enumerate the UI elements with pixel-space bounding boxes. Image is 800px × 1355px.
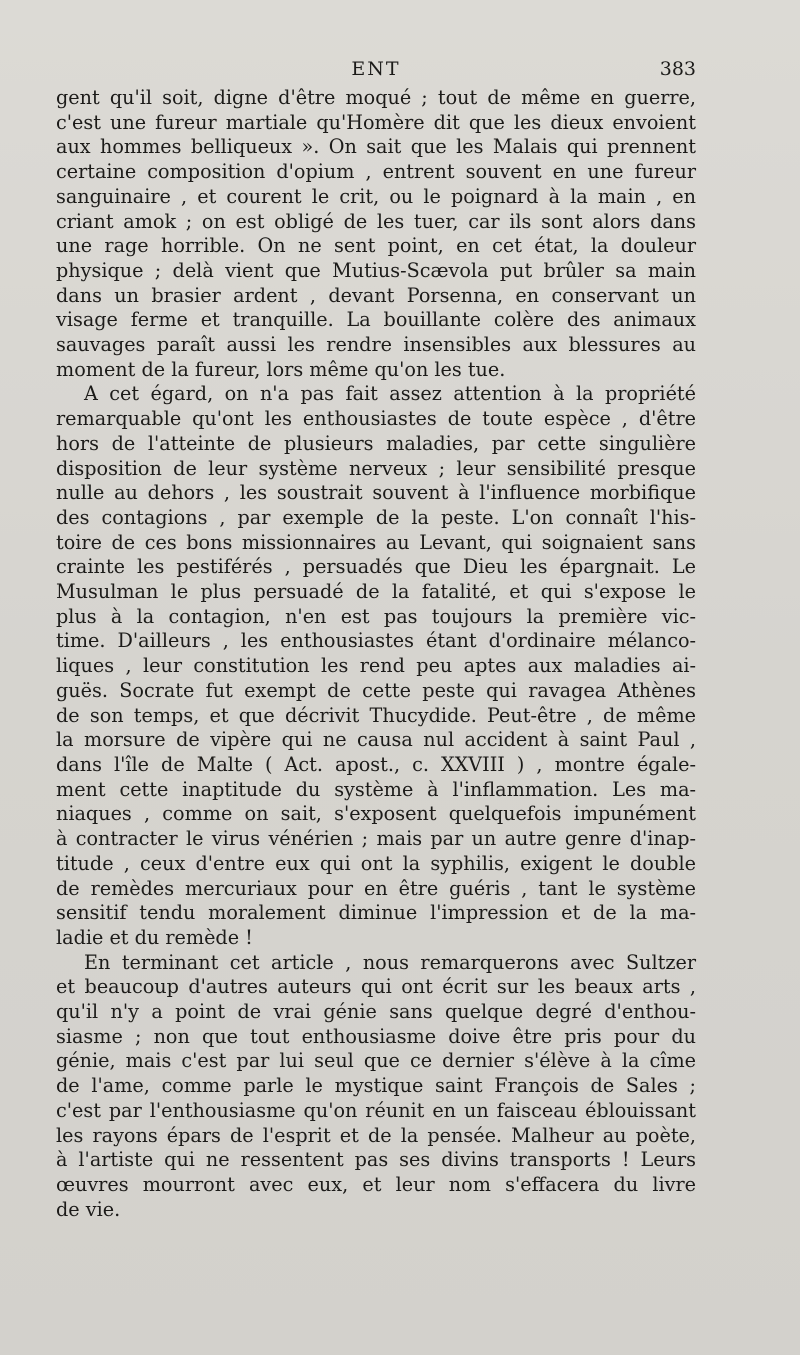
paragraph	[56, 951, 696, 1223]
text-line: visage ferme et tranquille. La bouillante colère des animaux	[56, 308, 696, 332]
paragraph	[56, 86, 696, 382]
text-line: Musulman le plus persuadé de la fatalité, et qui s'expose le	[56, 580, 696, 604]
text-line: à l'artiste qui ne ressentent pas ses divins transports ! Leurs	[56, 1148, 696, 1172]
text-line: de vie.	[56, 1197, 121, 1221]
text-line: sauvages paraît aussi les rendre insensibles aux blessures au	[56, 333, 696, 357]
text-line: de l'ame, comme parle le mystique saint François de Sales ;	[56, 1074, 696, 1098]
text-line: disposition de leur système nerveux ; leur sensibilité presque	[56, 456, 696, 480]
text-line: c'est une fureur martiale qu'Homère dit que les dieux envoient	[56, 110, 696, 134]
text-line: En terminant cet article , nous remarquerons avec Sultzer	[84, 950, 696, 974]
text-line: certaine composition d'opium , entrent souvent en une fureur	[56, 160, 696, 184]
text-line: hors de l'atteinte de plusieurs maladies, par cette singulière	[56, 431, 696, 455]
text-line: qu'il n'y a point de vrai génie sans quelque degré d'enthou-	[56, 1000, 696, 1024]
text-line: ment cette inaptitude du système à l'inflammation. Les ma-	[56, 777, 696, 801]
text-line: physique ; delà vient que Mutius-Scævola put brûler sa main	[56, 258, 696, 282]
text-line: liques , leur constitution les rend peu aptes aux maladies ai-	[56, 654, 696, 678]
text-line: et beaucoup d'autres auteurs qui ont écrit sur les beaux arts ,	[56, 975, 696, 999]
text-line: à contracter le virus vénérien ; mais par un autre genre d'inap-	[56, 827, 696, 851]
text-line: aux hommes belliqueux ». On sait que les Malais qui prennent	[56, 135, 696, 159]
text-line: dans l'île de Malte ( Act. apost., c. XXVIII ) , montre égale-	[56, 752, 696, 776]
text-line: niaques , comme on sait, s'exposent quelquefois impunément	[56, 802, 696, 826]
text-line: des contagions , par exemple de la peste. L'on connaît l'his-	[56, 505, 696, 529]
text-line: dans un brasier ardent , devant Porsenna, en conservant un	[56, 283, 696, 307]
text-line: crainte les pestiférés , persuadés que Dieu les épargnait. Le	[56, 555, 696, 579]
text-line: sensitif tendu moralement diminue l'impression et de la ma-	[56, 901, 696, 925]
text-line: les rayons épars de l'esprit et de la pensée. Malheur au poète,	[56, 1123, 696, 1147]
text-line: gent qu'il soit, digne d'être moqué ; tout de même en guerre,	[56, 86, 696, 109]
page-number: 383	[659, 58, 696, 80]
text-line: remarquable qu'ont les enthousiastes de toute espèce , d'être	[56, 407, 696, 431]
text-line: toire de ces bons missionnaires au Levant, qui soignaient sans	[56, 530, 696, 554]
text-line: ladie et du remède !	[56, 925, 253, 949]
text-line: une rage horrible. On ne sent point, en cet état, la douleur	[56, 234, 696, 258]
running-head	[56, 58, 696, 86]
text-line: de remèdes mercuriaux pour en être guéris , tant le système	[56, 876, 696, 900]
body-text	[56, 86, 696, 1222]
text-line: titude , ceux d'entre eux qui ont la syphilis, exigent le double	[56, 851, 696, 875]
text-line: A cet égard, on n'a pas fait assez attention à la propriété	[84, 382, 696, 406]
running-head-word: ENT	[351, 58, 401, 80]
text-line: time. D'ailleurs , les enthousiastes étant d'ordinaire mélanco-	[56, 629, 696, 653]
text-line: œuvres mourront avec eux, et leur nom s'effacera du livre	[56, 1172, 696, 1196]
text-line: la morsure de vipère qui ne causa nul accident à saint Paul ,	[56, 728, 696, 752]
text-line: c'est par l'enthousiasme qu'on réunit en un faisceau éblouissant	[56, 1098, 696, 1122]
text-line: siasme ; non que tout enthousiasme doive être pris pour du	[56, 1024, 696, 1048]
text-line: de son temps, et que décrivit Thucydide. Peut-être , de même	[56, 703, 696, 727]
paragraph	[56, 382, 696, 950]
text-line: plus à la contagion, n'en est pas toujours la première vic-	[56, 604, 696, 628]
text-line: génie, mais c'est par lui seul que ce dernier s'élève à la cîme	[56, 1049, 696, 1073]
text-line: nulle au dehors , les soustrait souvent à l'influence morbifique	[56, 481, 696, 505]
text-line: criant amok ; on est obligé de les tuer, car ils sont alors dans	[56, 209, 696, 233]
text-line: sanguinaire , et courent le crit, ou le poignard à la main , en	[56, 184, 696, 208]
text-line: moment de la fureur, lors même qu'on les tue.	[56, 357, 506, 381]
text-line: guës. Socrate fut exempt de cette peste qui ravagea Athènes	[56, 678, 696, 702]
